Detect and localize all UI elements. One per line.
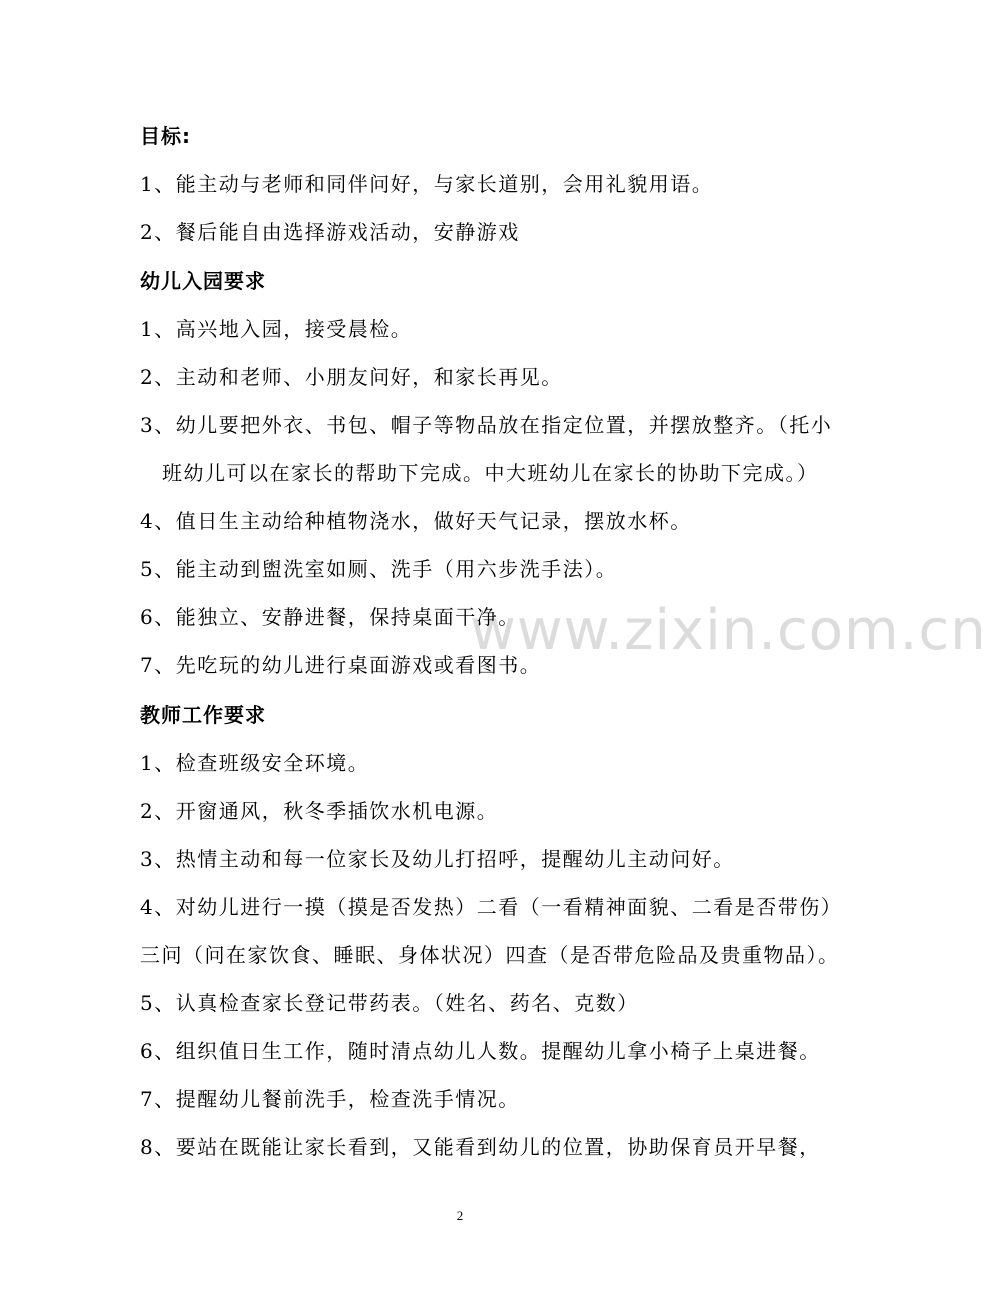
goals-heading: 目标: [140, 124, 191, 148]
children-requirement-item: 4、值日生主动给种植物浇水，做好天气记录，摆放水杯。 [140, 509, 692, 533]
teacher-requirement-item: 6、组织值日生工作，随时清点幼儿人数。提醒幼儿拿小椅子上桌进餐。 [140, 1039, 821, 1063]
teacher-requirement-item: 3、热情主动和每一位家长及幼儿打招呼，提醒幼儿主动问好。 [140, 847, 735, 871]
teacher-requirement-item: 1、检查班级安全环境。 [140, 751, 370, 775]
teacher-requirement-item: 8、要站在既能让家长看到，又能看到幼儿的位置，协助保育员开早餐， [140, 1135, 821, 1159]
children-requirements-heading: 幼儿入园要求 [140, 269, 266, 293]
teacher-requirement-item-continued: 三问（问在家饮食、睡眠、身体状况）四查（是否带危险品及贵重物品）。 [140, 943, 840, 967]
children-requirement-item: 6、能独立、安静进餐，保持桌面干净。 [140, 605, 520, 629]
children-requirement-item: 5、能主动到盥洗室如厕、洗手（用六步洗手法）。 [140, 557, 618, 581]
children-requirement-item-continued: 班幼儿可以在家长的帮助下完成。中大班幼儿在家长的协助下完成。） [162, 461, 819, 485]
watermark: www.zixin.com.cn [470, 598, 987, 663]
children-requirement-item: 3、幼儿要把外衣、书包、帽子等物品放在指定位置，并摆放整齐。（托小 [140, 413, 833, 437]
goal-item: 1、能主动与老师和同伴问好，与家长道别，会用礼貌用语。 [140, 172, 714, 196]
goal-item: 2、餐后能自由选择游戏活动，安静游戏 [140, 220, 520, 244]
children-requirement-item: 7、先吃玩的幼儿进行桌面游戏或看图书。 [140, 653, 542, 677]
children-requirement-item: 2、主动和老师、小朋友问好，和家长再见。 [140, 365, 563, 389]
teacher-requirement-item: 2、开窗通风，秋冬季插饮水机电源。 [140, 799, 499, 823]
teacher-requirement-item: 4、对幼儿进行一摸（摸是否发热）二看（一看精神面貌、二看是否带伤） [140, 895, 843, 919]
teacher-requirements-heading: 教师工作要求 [140, 703, 266, 727]
teacher-requirement-item: 7、提醒幼儿餐前洗手，检查洗手情况。 [140, 1087, 520, 1111]
children-requirement-item: 1、高兴地入园，接受晨检。 [140, 317, 413, 341]
page-number: 2 [456, 1208, 464, 1223]
teacher-requirement-item: 5、认真检查家长登记带药表。（姓名、药名、克数） [140, 991, 639, 1015]
